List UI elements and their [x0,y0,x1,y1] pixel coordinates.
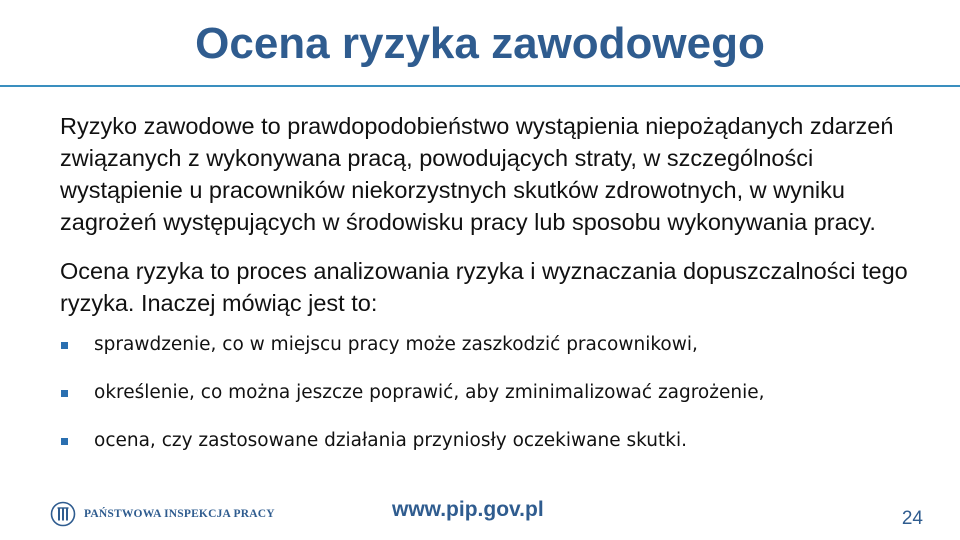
pip-logo [50,500,275,528]
slide-content [60,110,940,475]
title-divider [0,85,960,87]
website-link[interactable]: www.pip.gov.pl [392,498,544,521]
bullet-text: sprawdzenie, co w miejscu pracy może zaszkodzić pracownikowi, [94,334,698,355]
bullet-item [60,427,940,455]
square-bullet-icon [61,438,68,445]
bullet-item [60,379,940,407]
bullet-list [60,331,940,455]
square-bullet-icon [61,342,68,349]
assessment-paragraph: Ocena ryzyka to proces analizowania ryzyka i wyznaczania dopuszczalności tego ryzyka. Inaczej mówiąc jest to: [60,258,908,316]
logo-label: PAŃSTWOWA INSPEKCJA PRACY [84,508,275,520]
bullet-item [60,331,940,359]
definition-paragraph: Ryzyko zawodowe to prawdopodobieństwo wystąpienia niepożądanych zdarzeń związanych z wykonywana pracą, powodujących straty, w szczególności wystąpienie u pracowników niekorzystnych skutków zdrowotnych, w wyniku zagrożeń występujących w środowisku pracy lub sposobu wykonywania pracy. [60,113,894,235]
bullet-text: określenie, co można jeszcze poprawić, aby zminimalizować zagrożenie, [94,382,765,403]
bullet-text: ocena, czy zastosowane działania przyniosły oczekiwane skutki. [94,430,687,451]
pip-emblem-icon [50,501,76,527]
slide-title: Ocena ryzyka zawodowego [195,19,765,68]
page-number: 24 [901,508,923,529]
square-bullet-icon [61,390,68,397]
